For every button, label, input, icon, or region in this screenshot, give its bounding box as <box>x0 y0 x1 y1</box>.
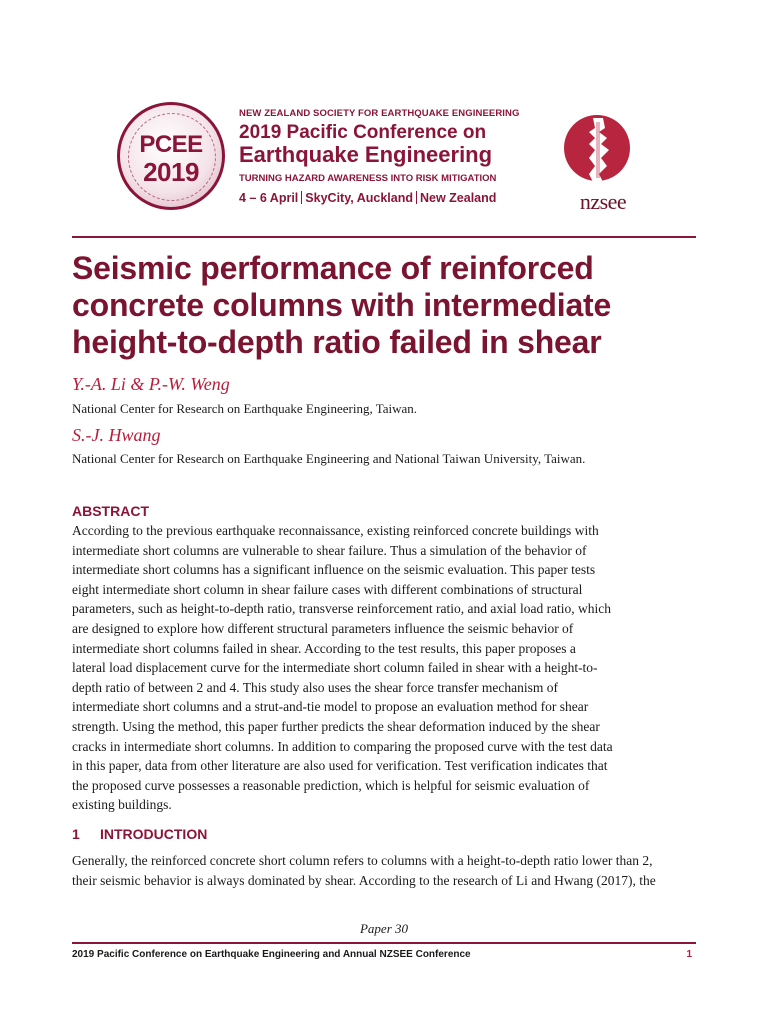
title-line: concrete columns with intermediate <box>72 287 612 323</box>
paper-number: Paper 30 <box>359 921 409 936</box>
introduction-line: Generally, the reinforced concrete short column refers to columns with a height-to-depth ratio lower than 2, <box>72 853 653 868</box>
nzsee-logo-text: nzsee <box>579 189 627 214</box>
conference-banner <box>115 100 655 225</box>
nzsee-logo-icon <box>563 108 637 188</box>
title-line: Seismic performance of reinforced <box>72 250 594 286</box>
abstract-line: intermediate short columns are vulnerable to shear failure. Thus a simulation of the behavior of <box>72 542 587 558</box>
abstract-line: the proposed curve possesses a reasonable prediction, which is helpful for seismic evaluation of <box>72 777 590 793</box>
author-names: S.-J. Hwang <box>72 425 161 445</box>
pcee-globe-logo <box>117 102 225 210</box>
pcee-logo-text: PCEE <box>139 131 203 158</box>
pcee-logo-year: 2019 <box>143 157 199 187</box>
abstract-heading: ABSTRACT <box>72 503 149 519</box>
abstract-line: parameters, such as height-to-depth ratio, transverse reinforcement ratio, and axial load ratio, which <box>72 601 612 617</box>
abstract-line: intermediate short columns has a significant influence on the seismic evaluation. This paper tests <box>72 562 596 578</box>
abstract-line: intermediate short columns failed in shear. According to the test results, this paper proposes a <box>72 640 576 656</box>
footer-divider <box>72 942 696 944</box>
venue-country: New Zealand <box>419 191 497 205</box>
abstract-line: existing buildings. <box>72 797 172 813</box>
author-affiliation: National Center for Research on Earthquake Engineering and National Taiwan University, Taiwan. <box>72 451 586 466</box>
introduction-heading <box>72 826 207 842</box>
conference-venue <box>239 191 519 205</box>
author-affiliation: National Center for Research on Earthquake Engineering, Taiwan. <box>72 401 418 416</box>
abstract-line: in this paper, data from other literature are also used for verification. Test verification indicates that <box>72 758 608 774</box>
venue-dates: 4 – 6 April <box>239 191 299 205</box>
footer-conference: 2019 Pacific Conference on Earthquake Engineering and Annual NZSEE Conference <box>72 949 471 960</box>
section-number: 1 <box>72 826 80 842</box>
section-title: INTRODUCTION <box>100 826 208 842</box>
abstract-line: According to the previous earthquake reconnaissance, existing reinforced concrete buildings with <box>72 523 599 538</box>
abstract-line: are designed to explore how different structural parameters influence the seismic behavior of <box>72 620 574 636</box>
abstract-line: eight intermediate short column in shear failure cases with different combinations of structural <box>72 581 583 597</box>
abstract-body <box>72 521 696 815</box>
abstract-line: cracks in intermediate short columns. In addition to comparing the proposed curve with the test data <box>72 738 613 754</box>
introduction-body <box>72 851 696 890</box>
venue-separator <box>416 191 417 204</box>
venue-separator <box>301 191 302 204</box>
abstract-line: depth ratio of between 2 and 4. This study also uses the shear force transfer mechanism of <box>72 679 558 695</box>
venue-place: SkyCity, Auckland <box>305 191 413 205</box>
header-divider <box>72 236 696 238</box>
abstract-line: strength. Using the method, this paper further predicts the shear deformation induced by the shear <box>72 718 600 734</box>
page-footer <box>72 949 696 960</box>
conference-info <box>239 108 519 205</box>
introduction-line: their seismic behavior is always dominated by shear. According to the research of Li and Hwang (2017), the <box>72 872 656 888</box>
society-name: NEW ZEALAND SOCIETY FOR EARTHQUAKE ENGINEERING <box>239 108 520 119</box>
abstract-line: intermediate short columns and a strut-and-tie model to propose an evaluation method for shear <box>72 699 589 715</box>
page-number: 1 <box>686 949 692 960</box>
conference-name-line1: 2019 Pacific Conference on <box>239 122 487 143</box>
paper-title <box>72 250 702 361</box>
conference-name-line2: Earthquake Engineering <box>239 142 493 167</box>
title-line: height-to-depth ratio failed in shear <box>72 324 602 360</box>
abstract-line: lateral load displacement curve for the intermediate short column failed in shear with a height-to- <box>72 660 598 676</box>
conference-tagline: TURNING HAZARD AWARENESS INTO RISK MITIGATION <box>239 173 497 184</box>
author-names: Y.-A. Li & P.-W. Weng <box>72 374 230 394</box>
